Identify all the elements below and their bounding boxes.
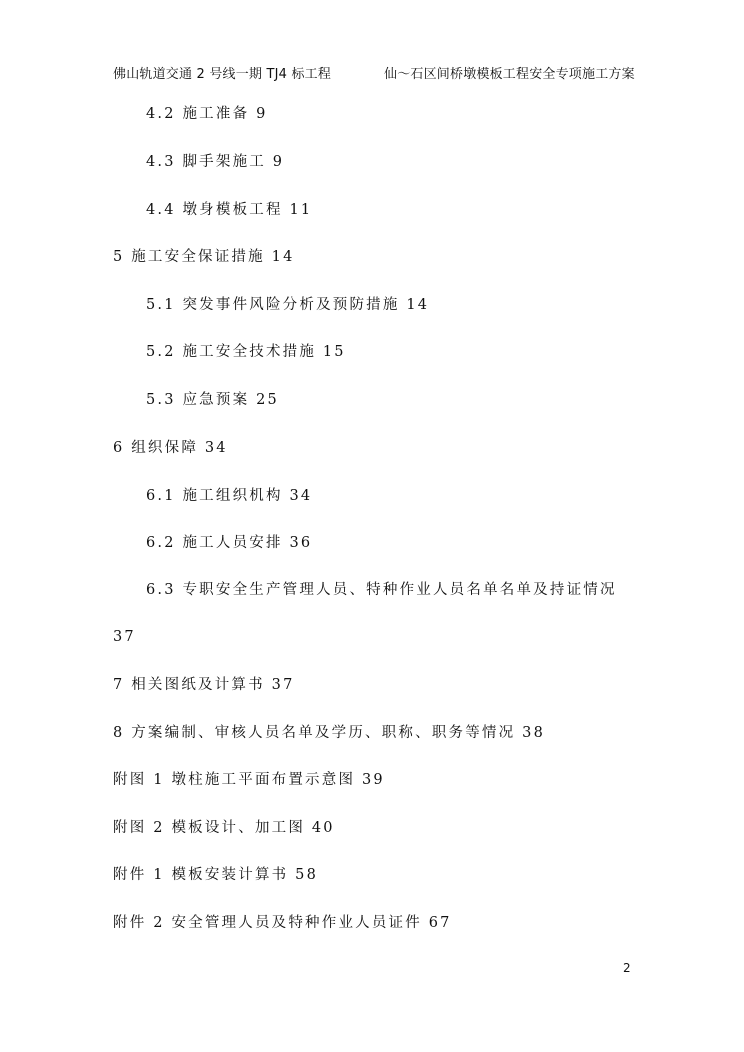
toc-entry-figure-2: 附图 2 模板设计、加工图 40 bbox=[113, 820, 335, 836]
toc-entry-5: 5 施工安全保证措施 14 bbox=[113, 249, 295, 265]
toc-entry-figure-1: 附图 1 墩柱施工平面布置示意图 39 bbox=[113, 772, 385, 788]
toc-entry-attachment-2: 附件 2 安全管理人员及特种作业人员证件 67 bbox=[113, 915, 452, 931]
toc-entry-5-2: 5.2 施工安全技术措施 15 bbox=[146, 344, 346, 360]
toc-entry-attachment-1: 附件 1 模板安装计算书 58 bbox=[113, 867, 319, 883]
toc-entry-4-4: 4.4 墩身模板工程 11 bbox=[146, 202, 313, 218]
toc-entry-7: 7 相关图纸及计算书 37 bbox=[113, 677, 295, 693]
toc-entry-6: 6 组织保障 34 bbox=[113, 440, 228, 456]
page-number: 2 bbox=[623, 961, 631, 975]
header-project-name: 佛山轨道交通 2 号线一期 TJ4 标工程 bbox=[113, 67, 332, 82]
toc-entry-5-3: 5.3 应急预案 25 bbox=[146, 392, 279, 408]
toc-entry-6-3: 6.3 专职安全生产管理人员、特种作业人员名单名单及持证情况 bbox=[146, 582, 617, 598]
header-document-title: 仙～石区间桥墩模板工程安全专项施工方案 bbox=[384, 67, 635, 82]
toc-entry-6-2: 6.2 施工人员安排 36 bbox=[146, 535, 313, 551]
toc-entry-8: 8 方案编制、审核人员名单及学历、职称、职务等情况 38 bbox=[113, 725, 545, 741]
toc-entry-4-2: 4.2 施工准备 9 bbox=[146, 106, 268, 122]
toc-entry-4-3: 4.3 脚手架施工 9 bbox=[146, 154, 285, 170]
toc-entry-6-3-page: 37 bbox=[113, 629, 136, 645]
toc-entry-5-1: 5.1 突发事件风险分析及预防措施 14 bbox=[146, 297, 430, 313]
toc-entry-6-1: 6.1 施工组织机构 34 bbox=[146, 488, 313, 504]
